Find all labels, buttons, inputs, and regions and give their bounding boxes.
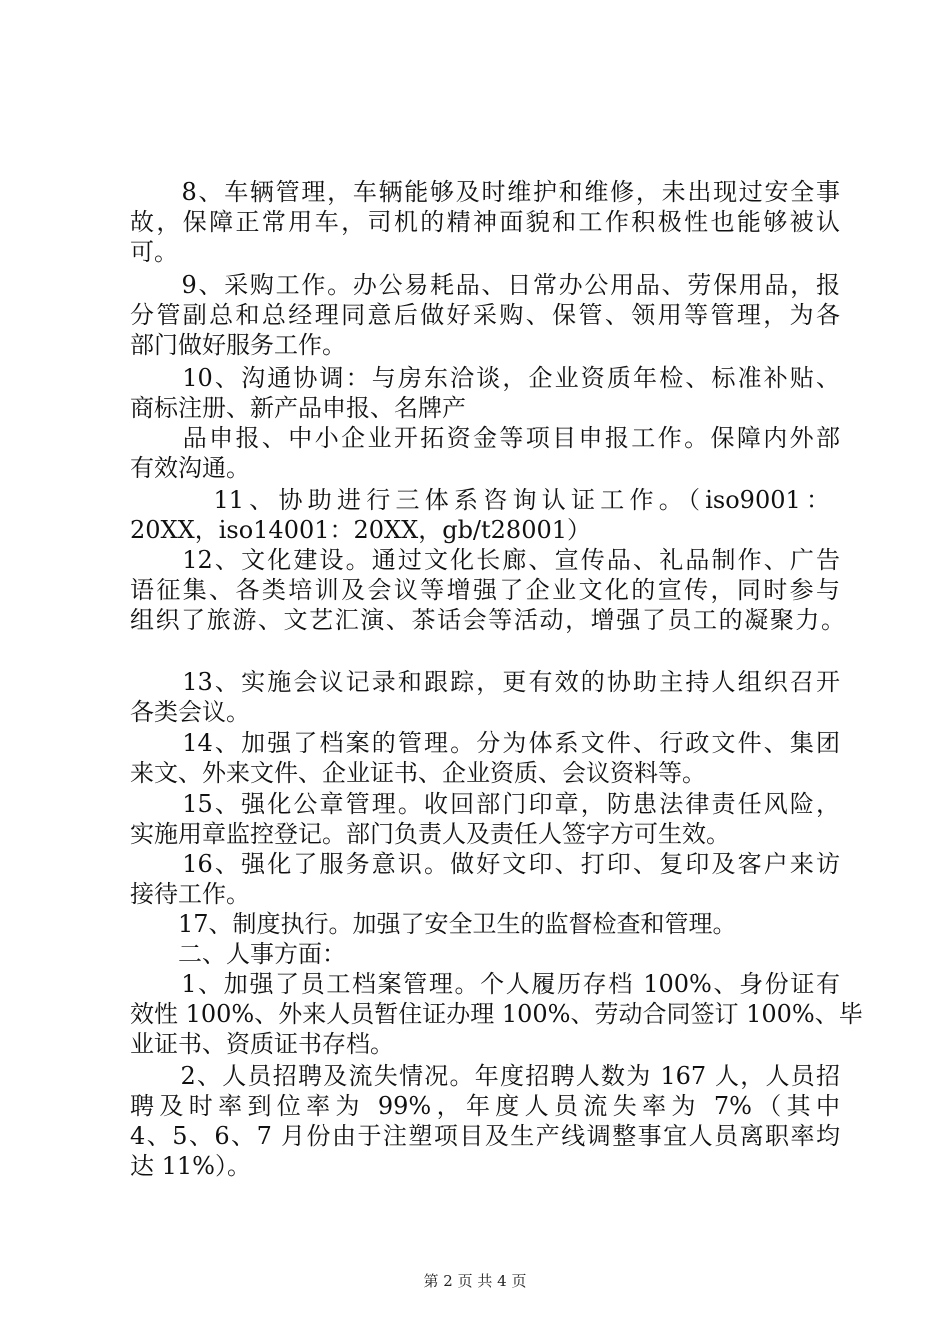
page-footer: 第 2 页 共 4 页 [423, 1272, 527, 1290]
text-line: 接待工作。 [130, 880, 250, 908]
text-line: 分管副总和总经理同意后做好采购、保管、领用等管理，为各 [130, 301, 840, 329]
text-line: 部门做好服务工作。 [130, 331, 346, 359]
text-line: 实施用章监控登记。部门负责人及责任人签字方可生效。 [130, 820, 730, 848]
text-line: 4、5、6、7 月份由于注塑项目及生产线调整事宜人员离职率均 [130, 1122, 840, 1150]
text-line: 组织了旅游、文艺汇演、茶话会等活动，增强了员工的凝聚力。 [130, 606, 845, 634]
text-line: 来文、外来文件、企业证书、企业资质、会议资料等。 [130, 759, 706, 787]
text-line: 8、车辆管理，车辆能够及时维护和维修，未出现过安全事 [130, 178, 840, 206]
text-line: 业证书、资质证书存档。 [130, 1030, 394, 1058]
text-line: 14、加强了档案的管理。分为体系文件、行政文件、集团 [130, 729, 840, 757]
text-line: 达 11%）。 [130, 1152, 251, 1180]
text-line: 10、沟通协调：与房东洽谈，企业资质年检、标准补贴、 [130, 364, 840, 392]
text-line: 17、制度执行。加强了安全卫生的监督检查和管理。 [130, 910, 737, 938]
text-line: 13、实施会议记录和跟踪，更有效的协助主持人组织召开 [130, 668, 840, 696]
text-line: 15、强化公章管理。收回部门印章，防患法律责任风险， [130, 790, 840, 818]
text-line: 品申报、中小企业开拓资金等项目申报工作。保障内外部 [130, 424, 840, 452]
text-line: 语征集、各类培训及会议等增强了企业文化的宣传，同时参与 [130, 576, 840, 604]
text-line: 聘及时率到位率为 99%，年度人员流失率为 7%（其中 [130, 1092, 840, 1120]
text-line: 16、强化了服务意识。做好文印、打印、复印及客户来访 [130, 850, 840, 878]
text-line: 故，保障正常用车，司机的精神面貌和工作积极性也能够被认 [130, 208, 840, 236]
text-line: 2、人员招聘及流失情况。年度招聘人数为 167 人，人员招 [130, 1062, 840, 1090]
text-line: 商标注册、新产品申报、名牌产 [130, 394, 466, 422]
text-line: 11、协助进行三体系咨询认证工作。（iso9001： [155, 486, 830, 514]
text-line: 有效沟通。 [130, 454, 250, 482]
text-line: 20XX，iso14001：20XX，gb/t28001） [130, 516, 592, 544]
text-line: 12、文化建设。通过文化长廊、宣传品、礼品制作、广告 [130, 546, 840, 574]
text-line: 可。 [130, 238, 178, 266]
text-line: 效性 100%、外来人员暂住证办理 100%、劳动合同签订 100%、毕 [130, 1000, 863, 1028]
section-heading: 二、人事方面： [130, 940, 346, 968]
text-line: 1、加强了员工档案管理。个人履历存档 100%、身份证有 [130, 970, 840, 998]
text-line: 9、采购工作。办公易耗品、日常办公用品、劳保用品，报 [130, 271, 840, 299]
text-line: 各类会议。 [130, 698, 250, 726]
